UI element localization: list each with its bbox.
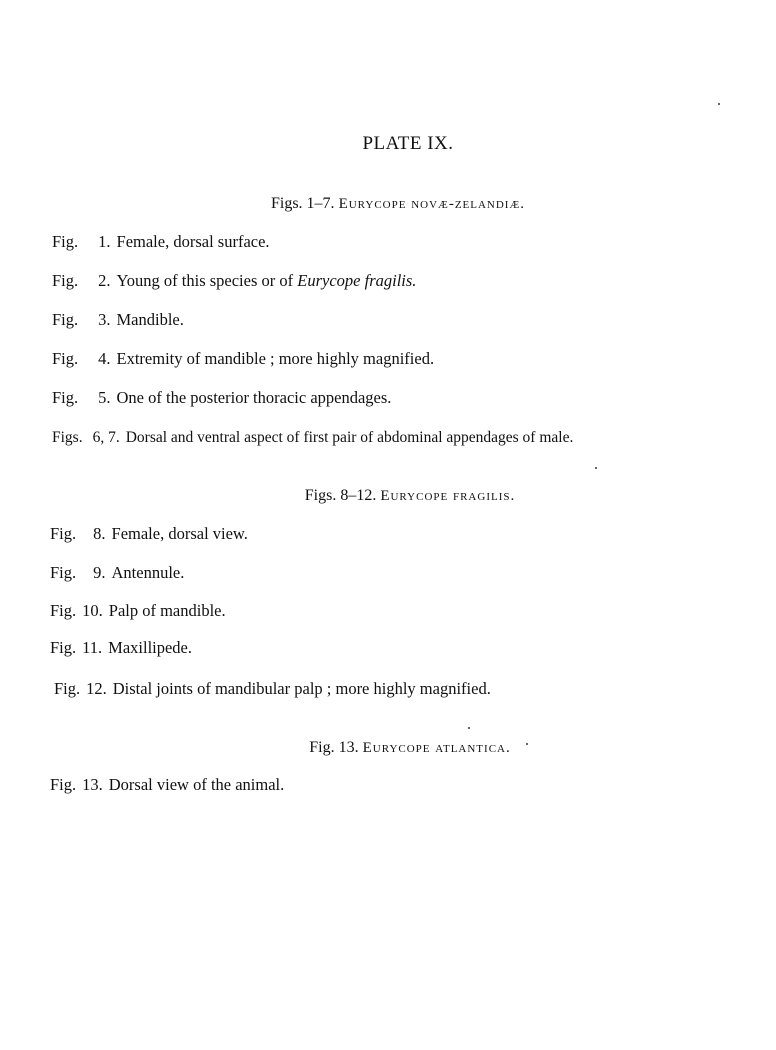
figure-label: Fig. (52, 349, 79, 368)
figure-caption-9 (50, 563, 184, 583)
figure-label: Fig. (50, 601, 77, 620)
section-heading-species: Eurycope fragilis. (380, 488, 516, 504)
figure-number: 2. (98, 271, 111, 290)
figure-number: 4. (98, 349, 111, 368)
section-heading-prefix: Figs. 1–7. (270, 195, 335, 212)
figure-caption-6-7 (52, 429, 573, 447)
figure-caption-13 (50, 775, 284, 795)
section-heading-prefix: Figs. 8–12. (304, 487, 377, 504)
figure-number: 11. (82, 638, 103, 657)
figure-description: Maxillipede. (108, 638, 193, 657)
figure-description: Antennule. (111, 563, 185, 582)
figure-description: One of the posterior thoracic appendages. (116, 388, 392, 407)
figure-number: 12. (86, 679, 107, 698)
figure-description: Female, dorsal surface. (116, 232, 270, 251)
figure-number: 5. (98, 388, 111, 407)
figure-label: Fig. (54, 679, 81, 698)
figure-description: Mandible. (116, 310, 184, 329)
figure-label: Fig. (50, 524, 77, 543)
section-heading-1 (0, 195, 776, 213)
figure-caption-4 (52, 349, 434, 369)
figure-description: Dorsal and ventral aspect of first pair of abdominal appendages of male. (125, 429, 574, 446)
figure-label: Fig. (50, 563, 77, 582)
figure-number: 13. (82, 775, 103, 794)
figure-caption-10 (50, 601, 226, 621)
figure-caption-12 (54, 679, 491, 699)
figure-number: 8. (93, 524, 106, 543)
section-heading-species: Eurycope novæ-zelandiæ. (338, 196, 526, 212)
figure-description: Palp of mandible. (108, 601, 226, 620)
figure-number: 3. (98, 310, 111, 329)
figure-description: Young of this species or of (116, 271, 294, 290)
figure-number: 9. (93, 563, 106, 582)
figure-label: Fig. (52, 232, 79, 251)
scan-speck (468, 727, 470, 729)
figure-caption-8 (50, 524, 248, 544)
figure-description: Female, dorsal view. (111, 524, 248, 543)
figure-label: Fig. (50, 638, 77, 657)
section-heading-3 (40, 739, 776, 757)
scan-speck (595, 467, 597, 469)
figure-description: Dorsal view of the animal. (108, 775, 285, 794)
figure-label: Fig. (52, 271, 79, 290)
section-heading-species: Eurycope atlantica. (362, 740, 511, 756)
figure-number: 6, 7. (92, 429, 120, 446)
figure-number: 1. (98, 232, 111, 251)
scan-speck (718, 103, 720, 105)
figure-caption-11 (50, 638, 192, 658)
figure-label: Fig. (50, 775, 77, 794)
figure-description: Distal joints of mandibular palp ; more highly magnified. (112, 679, 491, 698)
figure-caption-1 (52, 232, 270, 252)
figure-label: Figs. (52, 429, 83, 446)
plate-title: PLATE IX. (362, 133, 454, 154)
section-heading-prefix: Fig. 13. (309, 739, 359, 756)
figure-caption-5 (52, 388, 391, 408)
figure-description-italic: Eurycope fragilis. (297, 271, 417, 290)
figure-caption-3 (52, 310, 184, 330)
figure-label: Fig. (52, 310, 79, 329)
figure-number: 10. (82, 601, 103, 620)
figure-caption-2 (52, 271, 416, 291)
scan-speck (526, 743, 528, 745)
section-heading-2 (40, 487, 776, 505)
figure-description: Extremity of mandible ; more highly magnified. (116, 349, 435, 368)
figure-label: Fig. (52, 388, 79, 407)
